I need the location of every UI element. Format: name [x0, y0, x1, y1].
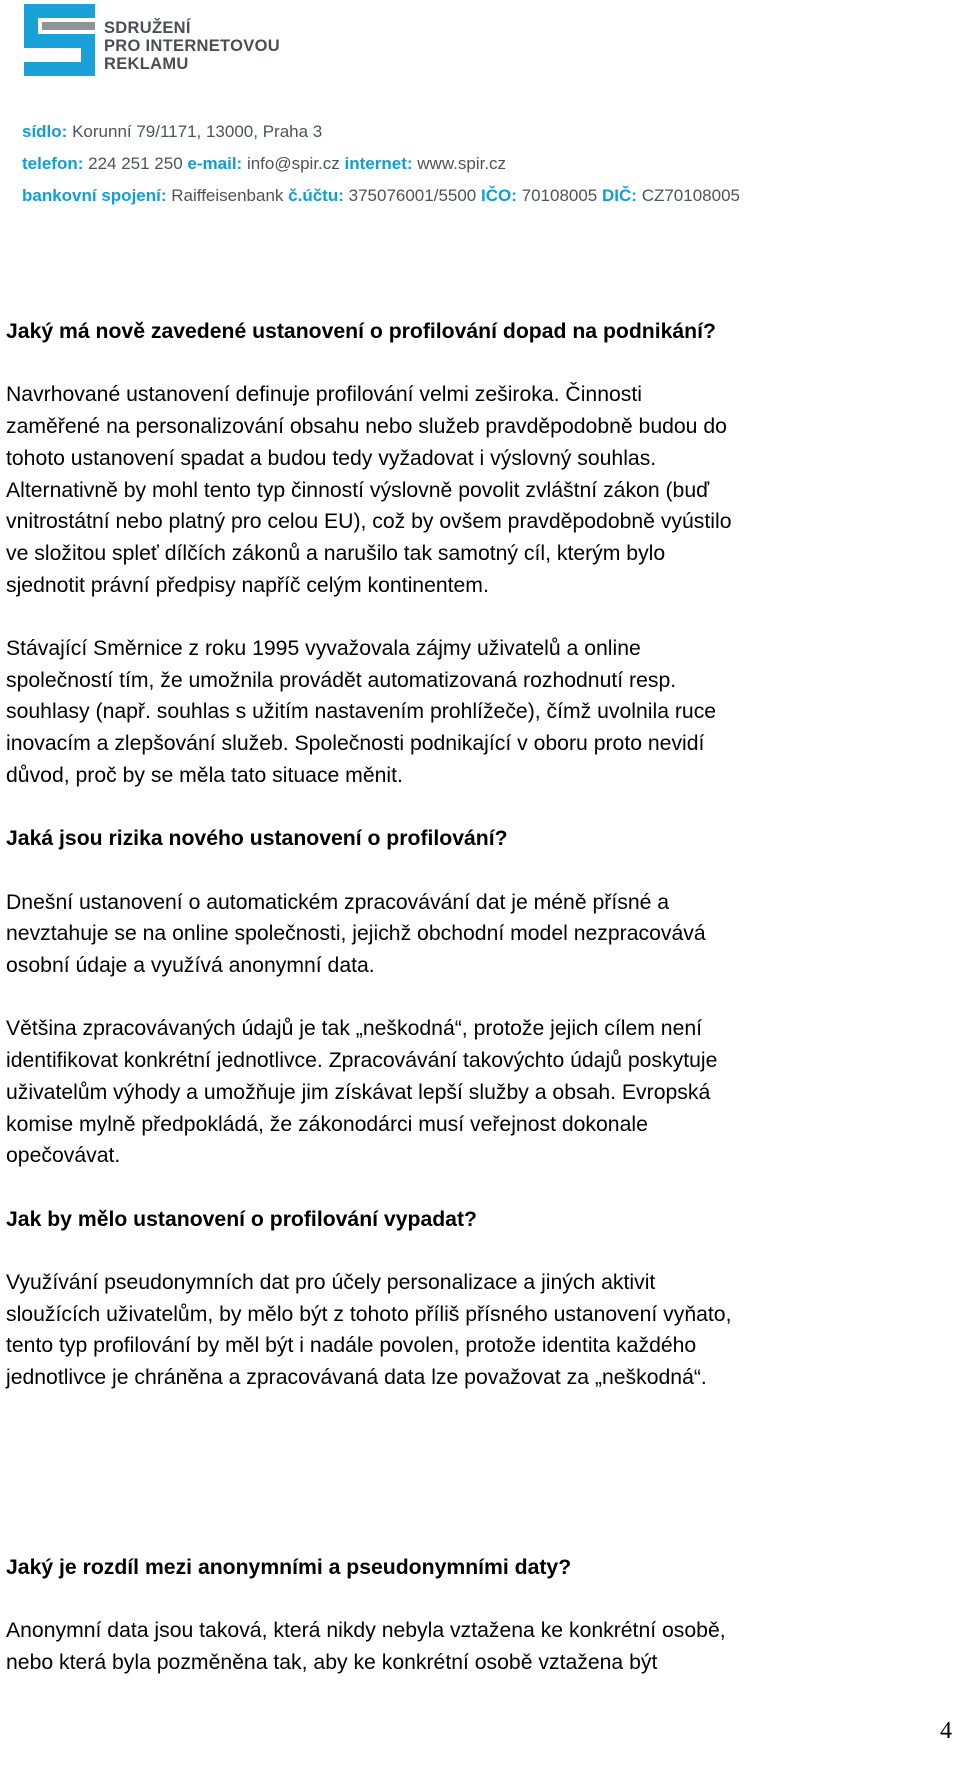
logo-wordmark	[104, 19, 280, 73]
ico-value: 70108005	[521, 186, 598, 205]
contact-bank-line	[22, 180, 740, 212]
text-line: Navrhované ustanovení definuje profilování velmi zeširoka. Činnosti	[6, 383, 642, 407]
bank-value: Raiffeisenbank	[171, 186, 284, 205]
text-line: osobní údaje a využívá anonymní data.	[6, 954, 375, 977]
text-line: ve složitou spleť dílčích zákonů a narušilo tak samotný cíl, kterým bylo	[6, 541, 666, 565]
paragraph-automaticke	[6, 887, 946, 982]
bank-label: bankovní spojení:	[22, 186, 167, 205]
contact-phone-line	[22, 148, 740, 180]
text-line: nebo která byla pozměněna tak, aby ke konkrétní osobě vztažena být	[6, 1650, 658, 1674]
text-line: tento typ profilování by měl být i nadále povolen, protože identita každého	[6, 1334, 697, 1358]
internet-label: internet:	[344, 154, 413, 173]
text-line: zaměřené na personalizování obsahu nebo služeb pravděpodobně budou do	[6, 415, 727, 439]
sidlo-value: Korunní 79/1171, 13000, Praha 3	[72, 122, 323, 141]
text-line: komise mylně předpokládá, že zákonodárci musí veřejnost dokonale	[6, 1112, 648, 1136]
telefon-value: 224 251 250	[88, 154, 183, 173]
dic-label: DIČ:	[602, 186, 637, 205]
spir-logo-mark-icon	[24, 4, 95, 76]
text-line: inovacím a zlepšování služeb. Společnosti podnikající v oboru proto nevidí	[6, 732, 705, 756]
spir-logo	[24, 4, 304, 82]
paragraph-pseudonymni	[6, 1267, 946, 1394]
sidlo-label: sídlo:	[22, 122, 68, 141]
paragraph-dopad	[6, 379, 946, 601]
contact-address-line	[22, 116, 740, 148]
logo-line-2: PRO INTERNETOVOU	[104, 37, 280, 55]
text-line: uživatelům výhody a umožňuje jim získávat lepší služby a obsah. Evropská	[6, 1080, 711, 1104]
text-line: sloužících uživatelům, by mělo být z tohoto příliš přísného ustanovení vyňato,	[6, 1302, 732, 1326]
text-line: Stávající Směrnice z roku 1995 vyvažovala zájmy uživatelů a online	[6, 637, 641, 660]
text-line: souhlasy (např. souhlas s užitím nastavením prohlížeče), čímž uvolnila ruce	[6, 700, 717, 724]
heading-dopad: Jaký má nově zavedené ustanovení o profilování dopad na podnikání?	[6, 320, 716, 343]
ucet-label: č.účtu:	[288, 186, 344, 205]
text-line: Většina zpracovávaných údajů je tak „neškodná“, protože jejich cílem není	[6, 1017, 703, 1041]
page-number: 4	[940, 1718, 952, 1744]
text-line: Využívání pseudonymních dat pro účely personalizace a jiných aktivit	[6, 1270, 656, 1294]
contact-block	[22, 116, 740, 212]
paragraph-anonymni	[6, 1615, 946, 1678]
telefon-label: telefon:	[22, 154, 84, 173]
logo-line-1: SDRUŽENÍ	[104, 19, 191, 37]
text-line: Anonymní data jsou taková, která nikdy nebyla vztažena ke konkrétní osobě,	[6, 1619, 726, 1643]
text-line: společností tím, že umožnila provádět automatizovaná rozhodnutí resp.	[6, 668, 677, 692]
text-line: opečovávat.	[6, 1144, 121, 1168]
text-line: tohoto ustanovení spadat a budou tedy vyžadovat i výslovný souhlas.	[6, 446, 657, 470]
ucet-value: 375076001/5500	[348, 186, 477, 205]
email-link[interactable]: info@spir.cz	[246, 154, 340, 173]
email-label: e-mail:	[187, 154, 243, 173]
dic-value: CZ70108005	[641, 186, 740, 205]
heading-rozdil: Jaký je rozdíl mezi anonymními a pseudonymními daty?	[6, 1555, 572, 1579]
text-line: nevztahuje se na online společnosti, jejichž obchodní model nezpracovává	[6, 922, 706, 946]
text-line: důvod, proč by se měla tato situace měnit.	[6, 763, 403, 787]
text-line: vnitrostátní nebo platný pro celou EU), což by ovšem pravděpodobně vyústilo	[6, 510, 732, 534]
ico-label: IČO:	[481, 186, 517, 205]
document-body	[6, 316, 946, 1679]
logo-line-3: REKLAMU	[104, 55, 189, 73]
text-line: identifikovat konkrétní jednotlivce. Zpracovávání takovýchto údajů poskytuje	[6, 1049, 718, 1073]
website-link[interactable]: www.spir.cz	[417, 154, 507, 173]
text-line: Alternativně by mohl tento typ činností výslovně povolit zvláštní zákon (buď	[6, 478, 710, 502]
paragraph-smernice	[6, 633, 946, 792]
text-line: sjednotit právní předpisy napříč celým kontinentem.	[6, 573, 489, 597]
heading-jak-vypadat: Jak by mělo ustanovení o profilování vypadat?	[6, 1207, 477, 1231]
heading-rizika: Jaká jsou rizika nového ustanovení o profilování?	[6, 827, 508, 851]
text-line: jednotlivce je chráněna a zpracovávaná data lze považovat za „neškodná“.	[6, 1366, 707, 1390]
text-line: Dnešní ustanovení o automatickém zpracovávání dat je méně přísné a	[6, 890, 670, 914]
paragraph-vetsina	[6, 1013, 946, 1172]
